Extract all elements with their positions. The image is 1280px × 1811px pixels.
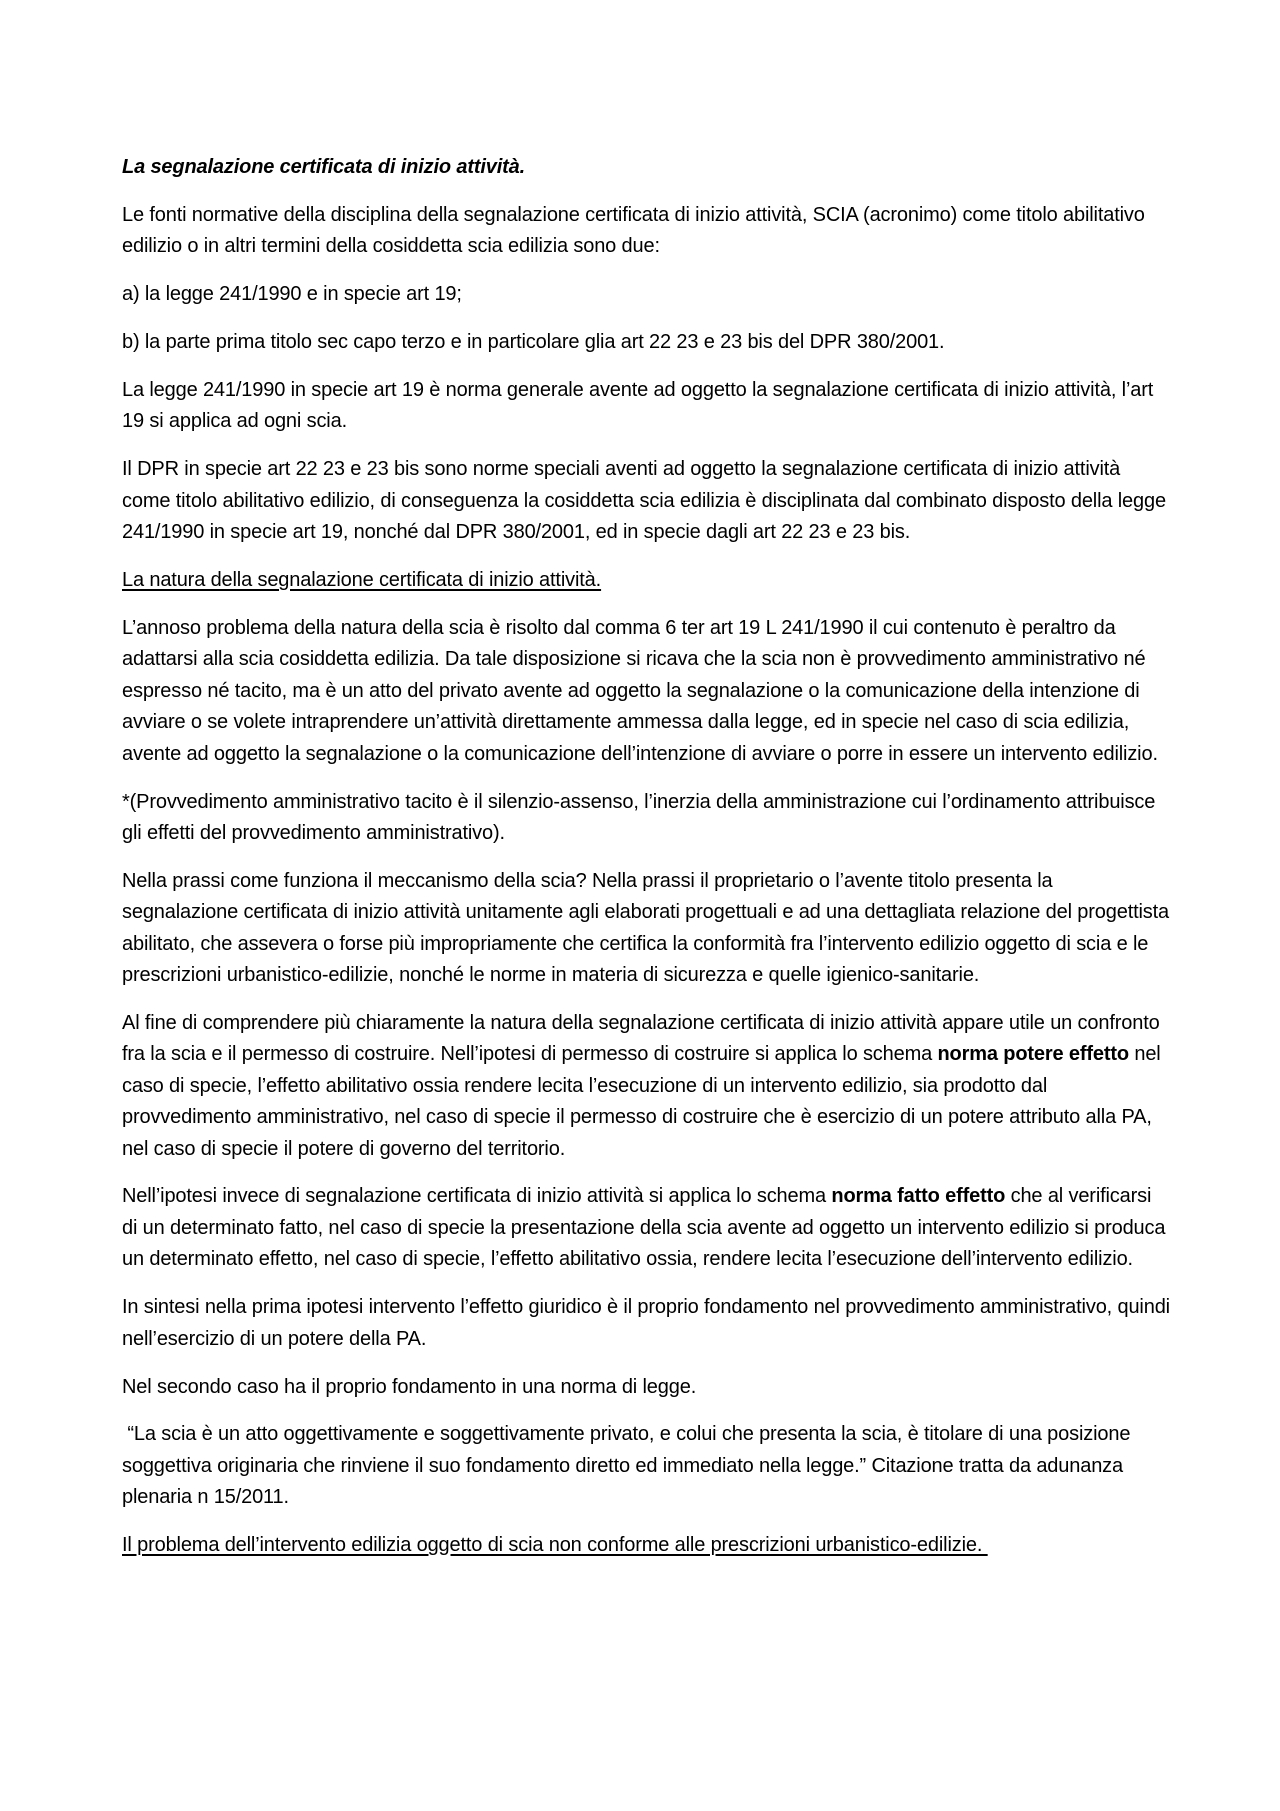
paragraph-compare xyxy=(122,1008,1170,1165)
section-heading-nature: La natura della segnalazione certificata di inizio attività. xyxy=(122,569,602,592)
paragraph-summary: In sintesi nella prima ipotesi intervento l’effetto giuridico è il proprio fondamento nel provvedimento amministrativo, quindi nell’esercizio di un potere della PA. xyxy=(122,1296,1170,1350)
bold-term-norma-potere-effetto: norma potere effetto xyxy=(937,1043,1129,1066)
document-page xyxy=(122,152,1170,1578)
list-item-a: a) la legge 241/1990 e in specie art 19; xyxy=(122,283,462,306)
paragraph-quote: “La scia è un atto oggettivamente e soggettivamente privato, e colui che presenta la scia, è titolare di una posizione soggettiva originaria che rinviene il suo fondamento diretto ed immediato nella legge.” Citazione tratta da adunanza plenaria n 15/2011. xyxy=(122,1423,1136,1509)
paragraph-second-case: Nel secondo caso ha il proprio fondamento in una norma di legge. xyxy=(122,1375,697,1398)
paragraph-sources-intro: Le fonti normative della disciplina della segnalazione certificata di inizio attività, SCIA (acronimo) come titolo abilitativo edilizio o in altri termini della cosiddetta scia edilizia sono due: xyxy=(122,203,1145,258)
paragraph-scheme-part2: che al verificarsi di un determinato fatto, nel caso di specie la presentazione della scia avente ad oggetto un intervento edilizio si produca un determinato effetto, nel caso di specie, l’effetto abilitativo ossia, rendere lecita l’esecuzione dell’intervento edilizio. xyxy=(122,1185,1166,1271)
paragraph-practice: Nella prassi come funziona il meccanismo della scia? Nella prassi il proprietario o l’avente titolo presenta la segnalazione certificata di inizio attività unitamente agli elaborati progettuali e ad una dettagliata relazione del progettista abilitato, che assevera o forse più impropriamente che certifica la conformità fra l’intervento edilizio oggetto di scia e le prescrizioni urbanistico-edilizie, nonché le norme in materia di sicurezza e quelle igienico-sanitarie. xyxy=(122,869,1170,987)
paragraph-compare-part2: nel caso di specie, l’effetto abilitativo ossia rendere lecita l’esecuzione di un intervento edilizio, sia prodotto dal provvedimento amministrativo, nel caso di specie il permesso di costruire che è esercizio di un potere attributo alla PA, nel caso di specie il potere di governo del territorio. xyxy=(122,1043,1161,1160)
paragraph-dpr: Il DPR in specie art 22 23 e 23 bis sono norme speciali aventi ad oggetto la segnalazione certificata di inizio attività come titolo abilitativo edilizio, di conseguenza la cosiddetta scia edilizia è disciplinata dal combinato disposto della legge 241/1990 in specie art 19, nonché dal DPR 380/2001, ed in specie dagli art 22 23 e 23 bis. xyxy=(122,458,1166,544)
section-heading-problem: Il problema dell’intervento edilizia oggetto di scia non conforme alle prescrizioni urbanistico-edilizie. xyxy=(122,1534,988,1557)
paragraph-note: *(Provvedimento amministrativo tacito è il silenzio-assenso, l’inerzia della amministrazione cui l’ordinamento attribuisce gli effetti del provvedimento amministrativo). xyxy=(122,790,1156,844)
paragraph-compare-part1: Al fine di comprendere più chiaramente la natura della segnalazione certificata di inizio attività appare utile un confronto fra la scia e il permesso di costruire. Nell’ipotesi di permesso di costruire si applica lo schema xyxy=(122,1011,1160,1066)
list-item-b: b) la parte prima titolo sec capo terzo e in particolare glia art 22 23 e 23 bis del DPR 380/2001. xyxy=(122,331,945,354)
paragraph-scheme xyxy=(122,1181,1170,1275)
bold-term-norma-fatto-effetto: norma fatto effetto xyxy=(831,1185,1006,1208)
paragraph-law-241: La legge 241/1990 in specie art 19 è norma generale avente ad oggetto la segnalazione certificata di inizio attività, l’art 19 si applica ad ogni scia. xyxy=(122,379,1154,433)
paragraph-scheme-part1: Nell’ipotesi invece di segnalazione certificata di inizio attività si applica lo schema xyxy=(122,1185,832,1208)
document-title: La segnalazione certificata di inizio attività. xyxy=(122,156,526,178)
paragraph-nature: L’annoso problema della natura della scia è risolto dal comma 6 ter art 19 L 241/1990 il cui contenuto è peraltro da adattarsi alla scia cosiddetta edilizia. Da tale disposizione si ricava che la scia non è provvedimento amministrativo né espresso né tacito, ma è un atto del privato avente ad oggetto la segnalazione o la comunicazione della intenzione di avviare o se volete intraprendere un’attività direttamente ammessa dalla legge, ed in specie nel caso di scia edilizia, avente ad oggetto la segnalazione o la comunicazione dell’intenzione di avviare o porre in essere un intervento edilizio. xyxy=(122,616,1158,765)
